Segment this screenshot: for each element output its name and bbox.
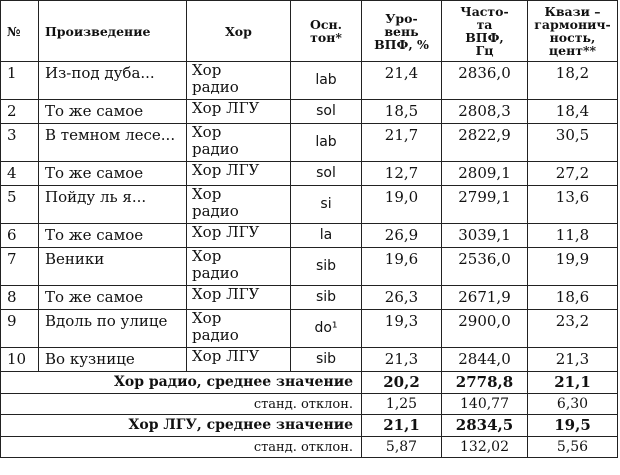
cell-tone: sol — [291, 100, 362, 124]
cell-tone: lab — [291, 62, 362, 100]
cell-level: 19,3 — [362, 310, 442, 348]
summary-row-lgu-mean — [1, 415, 618, 437]
summary-level: 1,25 — [362, 394, 442, 415]
cell-tone: sib — [291, 248, 362, 286]
summary-quasi: 6,30 — [528, 394, 618, 415]
cell-num: 7 — [1, 248, 39, 286]
cell-choir — [187, 248, 291, 286]
summary-freq: 2778,8 — [442, 372, 528, 394]
summary-quasi: 19,5 — [528, 415, 618, 437]
choir-line1: Хор — [192, 123, 222, 141]
table-row — [1, 124, 618, 162]
header-work: Произведение — [39, 1, 187, 62]
choir-line2: радио — [192, 326, 239, 344]
summary-level: 20,2 — [362, 372, 442, 394]
cell-tone: sol — [291, 162, 362, 186]
summary-level: 21,1 — [362, 415, 442, 437]
cell-num: 1 — [1, 62, 39, 100]
header-freq — [442, 1, 528, 62]
cell-freq: 2671,9 — [442, 286, 528, 310]
table-row — [1, 348, 618, 372]
choir-line1: Хор — [192, 247, 222, 265]
header-freq-line1: Часто- — [460, 4, 509, 19]
choir-line1: Хор — [192, 185, 222, 203]
header-num: № — [1, 1, 39, 62]
choir-line2: радио — [192, 202, 239, 220]
table-row — [1, 286, 618, 310]
table-row — [1, 310, 618, 348]
cell-level: 18,5 — [362, 100, 442, 124]
summary-quasi: 21,1 — [528, 372, 618, 394]
cell-work: То же самое — [39, 100, 187, 124]
header-freq-line4: Гц — [475, 43, 494, 58]
header-freq-line3: ВПФ, — [465, 30, 504, 45]
cell-work: Пойду ль я... — [39, 186, 187, 224]
cell-quasi: 18,4 — [528, 100, 618, 124]
cell-choir: Хор ЛГУ — [187, 348, 291, 372]
cell-num: 3 — [1, 124, 39, 162]
cell-num: 4 — [1, 162, 39, 186]
cell-quasi: 30,5 — [528, 124, 618, 162]
choir-line2: радио — [192, 140, 239, 158]
cell-level: 26,3 — [362, 286, 442, 310]
cell-freq: 2822,9 — [442, 124, 528, 162]
cell-work: Веники — [39, 248, 187, 286]
cell-choir: Хор ЛГУ — [187, 224, 291, 248]
choir-line2: радио — [192, 78, 239, 96]
cell-choir: Хор ЛГУ — [187, 286, 291, 310]
choir-line1: Хор — [192, 61, 222, 79]
cell-level: 12,7 — [362, 162, 442, 186]
header-level-line3: ВПФ, % — [374, 36, 429, 52]
cell-level: 21,4 — [362, 62, 442, 100]
cell-tone: do¹ — [291, 310, 362, 348]
table-row — [1, 186, 618, 224]
header-quasi-line1: Квази – — [544, 4, 601, 19]
cell-num: 2 — [1, 100, 39, 124]
cell-num: 9 — [1, 310, 39, 348]
cell-quasi: 21,3 — [528, 348, 618, 372]
cell-level: 21,3 — [362, 348, 442, 372]
header-quasi-line2: гармонич- — [534, 17, 611, 32]
summary-row-lgu-sd — [1, 437, 618, 458]
cell-choir: Хор ЛГУ — [187, 162, 291, 186]
cell-quasi: 23,2 — [528, 310, 618, 348]
cell-freq: 2808,3 — [442, 100, 528, 124]
cell-freq: 2809,1 — [442, 162, 528, 186]
header-level-line1: Уро- — [385, 10, 418, 26]
cell-level: 21,7 — [362, 124, 442, 162]
summary-freq: 140,77 — [442, 394, 528, 415]
cell-freq: 2536,0 — [442, 248, 528, 286]
cell-work: Из-под дуба... — [39, 62, 187, 100]
header-level-line2: вень — [384, 23, 419, 39]
header-tone-line2: тон* — [310, 30, 342, 45]
table-row — [1, 248, 618, 286]
cell-num: 10 — [1, 348, 39, 372]
cell-freq: 2836,0 — [442, 62, 528, 100]
summary-label: Хор ЛГУ, среднее значение — [1, 415, 362, 437]
cell-quasi: 18,6 — [528, 286, 618, 310]
cell-work: То же самое — [39, 286, 187, 310]
cell-choir — [187, 62, 291, 100]
cell-quasi: 13,6 — [528, 186, 618, 224]
summary-row-radio-sd — [1, 394, 618, 415]
cell-level: 19,6 — [362, 248, 442, 286]
header-quasi-line4: цент** — [548, 43, 597, 58]
summary-quasi: 5,56 — [528, 437, 618, 458]
cell-choir — [187, 124, 291, 162]
cell-tone: la — [291, 224, 362, 248]
cell-num: 5 — [1, 186, 39, 224]
cell-num: 8 — [1, 286, 39, 310]
header-choir: Хор — [187, 1, 291, 62]
header-freq-line2: та — [476, 17, 493, 32]
cell-freq: 2900,0 — [442, 310, 528, 348]
summary-row-radio-mean — [1, 372, 618, 394]
cell-level: 19,0 — [362, 186, 442, 224]
cell-work: Во кузнице — [39, 348, 187, 372]
summary-level: 5,87 — [362, 437, 442, 458]
cell-choir: Хор ЛГУ — [187, 100, 291, 124]
cell-level: 26,9 — [362, 224, 442, 248]
cell-work: То же самое — [39, 224, 187, 248]
cell-freq: 2844,0 — [442, 348, 528, 372]
cell-work: Вдоль по улице — [39, 310, 187, 348]
cell-quasi: 18,2 — [528, 62, 618, 100]
header-row — [1, 1, 618, 62]
header-tone — [291, 1, 362, 62]
cell-num: 6 — [1, 224, 39, 248]
summary-label: станд. отклон. — [1, 394, 362, 415]
cell-tone: sib — [291, 286, 362, 310]
table-row — [1, 100, 618, 124]
choir-line1: Хор — [192, 309, 222, 327]
cell-freq: 2799,1 — [442, 186, 528, 224]
cell-choir — [187, 310, 291, 348]
cell-choir — [187, 186, 291, 224]
cell-freq: 3039,1 — [442, 224, 528, 248]
cell-work: В темном лесе... — [39, 124, 187, 162]
cell-quasi: 11,8 — [528, 224, 618, 248]
header-quasi — [528, 1, 618, 62]
header-level — [362, 1, 442, 62]
table-row — [1, 162, 618, 186]
summary-freq: 132,02 — [442, 437, 528, 458]
summary-label: станд. отклон. — [1, 437, 362, 458]
table-row — [1, 62, 618, 100]
table-row — [1, 224, 618, 248]
summary-label: Хор радио, среднее значение — [1, 372, 362, 394]
cell-quasi: 27,2 — [528, 162, 618, 186]
summary-freq: 2834,5 — [442, 415, 528, 437]
cell-tone: sib — [291, 348, 362, 372]
cell-work: То же самое — [39, 162, 187, 186]
header-quasi-line3: ность, — [549, 30, 596, 45]
header-tone-line1: Осн. — [309, 17, 342, 32]
cell-tone: si — [291, 186, 362, 224]
cell-tone: lab — [291, 124, 362, 162]
choir-line2: радио — [192, 264, 239, 282]
cell-quasi: 19,9 — [528, 248, 618, 286]
